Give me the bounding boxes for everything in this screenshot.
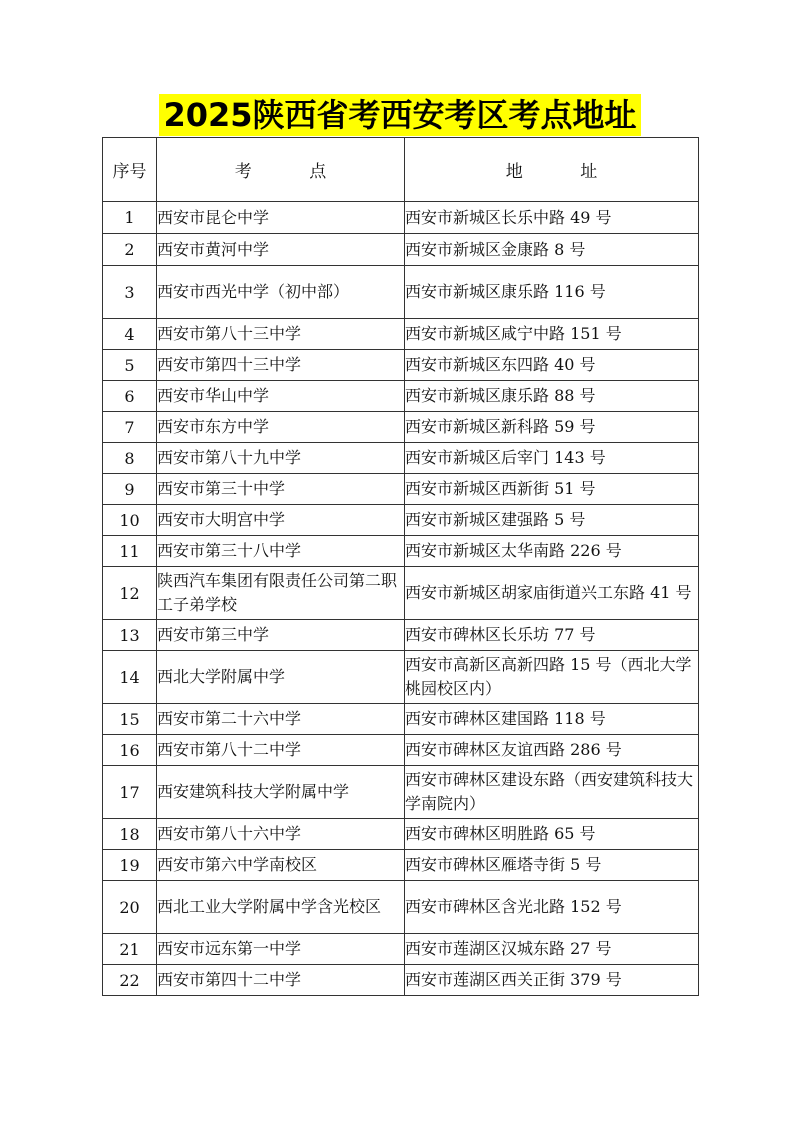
row-address: 西安市莲湖区汉城东路 27 号	[405, 934, 699, 965]
row-no: 13	[103, 620, 157, 651]
row-site: 陕西汽车集团有限责任公司第二职工子弟学校	[157, 567, 405, 620]
table-row	[103, 381, 699, 412]
row-site: 西安市第三中学	[157, 620, 405, 651]
row-address: 西安市新城区新科路 59 号	[405, 412, 699, 443]
row-address: 西安市新城区康乐路 116 号	[405, 266, 699, 319]
row-site: 西安市第八十六中学	[157, 819, 405, 850]
table-row	[103, 850, 699, 881]
row-no: 12	[103, 567, 157, 620]
table-row	[103, 350, 699, 381]
row-site: 西安市第八十三中学	[157, 319, 405, 350]
row-no: 15	[103, 704, 157, 735]
row-site: 西安市大明宫中学	[157, 505, 405, 536]
header-address	[405, 138, 699, 202]
row-no: 8	[103, 443, 157, 474]
row-site: 西安市东方中学	[157, 412, 405, 443]
row-address: 西安市碑林区雁塔寺街 5 号	[405, 850, 699, 881]
table-row	[103, 766, 699, 819]
table-row	[103, 965, 699, 996]
row-no: 2	[103, 234, 157, 266]
row-no: 18	[103, 819, 157, 850]
row-address: 西安市新城区东四路 40 号	[405, 350, 699, 381]
row-no: 9	[103, 474, 157, 505]
row-site: 西安市第二十六中学	[157, 704, 405, 735]
row-no: 4	[103, 319, 157, 350]
row-no: 3	[103, 266, 157, 319]
table-row	[103, 443, 699, 474]
exam-sites-table	[102, 137, 699, 996]
row-no: 1	[103, 202, 157, 234]
page-title: 2025陕西省考西安考区考点地址	[159, 94, 640, 136]
row-site: 西安市黄河中学	[157, 234, 405, 266]
row-address: 西安市新城区康乐路 88 号	[405, 381, 699, 412]
row-address: 西安市碑林区明胜路 65 号	[405, 819, 699, 850]
header-site-label: 考 点	[234, 162, 353, 182]
table-row	[103, 620, 699, 651]
row-no: 11	[103, 536, 157, 567]
row-address: 西安市新城区胡家庙街道兴工东路 41 号	[405, 567, 699, 620]
table-row	[103, 651, 699, 704]
row-address: 西安市新城区西新街 51 号	[405, 474, 699, 505]
row-site: 西安市第八十九中学	[157, 443, 405, 474]
table-row	[103, 234, 699, 266]
row-no: 5	[103, 350, 157, 381]
table-row	[103, 536, 699, 567]
row-site: 西安市华山中学	[157, 381, 405, 412]
table-row	[103, 505, 699, 536]
row-no: 7	[103, 412, 157, 443]
row-address: 西安市碑林区长乐坊 77 号	[405, 620, 699, 651]
row-address: 西安市新城区太华南路 226 号	[405, 536, 699, 567]
row-site: 西安建筑科技大学附属中学	[157, 766, 405, 819]
table-header-row	[103, 138, 699, 202]
row-address: 西安市莲湖区西关正街 379 号	[405, 965, 699, 996]
row-no: 22	[103, 965, 157, 996]
table-row	[103, 474, 699, 505]
row-no: 6	[103, 381, 157, 412]
row-site: 西安市远东第一中学	[157, 934, 405, 965]
title-wrapper	[0, 94, 800, 136]
row-address: 西安市碑林区友谊西路 286 号	[405, 735, 699, 766]
row-address: 西安市新城区建强路 5 号	[405, 505, 699, 536]
row-no: 17	[103, 766, 157, 819]
row-address: 西安市新城区长乐中路 49 号	[405, 202, 699, 234]
row-site: 西安市第八十二中学	[157, 735, 405, 766]
row-site: 西北大学附属中学	[157, 651, 405, 704]
row-address: 西安市新城区咸宁中路 151 号	[405, 319, 699, 350]
header-address-label: 地 址	[505, 162, 624, 182]
row-address: 西安市新城区后宰门 143 号	[405, 443, 699, 474]
table-row	[103, 412, 699, 443]
table-row	[103, 934, 699, 965]
row-no: 21	[103, 934, 157, 965]
table-row	[103, 567, 699, 620]
row-address: 西安市碑林区建国路 118 号	[405, 704, 699, 735]
table-row	[103, 202, 699, 234]
row-address: 西安市碑林区含光北路 152 号	[405, 881, 699, 934]
row-address: 西安市高新区高新四路 15 号（西北大学桃园校区内）	[405, 651, 699, 704]
row-no: 16	[103, 735, 157, 766]
table-row	[103, 735, 699, 766]
header-site	[157, 138, 405, 202]
row-site: 西安市第三十中学	[157, 474, 405, 505]
table-row	[103, 319, 699, 350]
row-no: 20	[103, 881, 157, 934]
table-row	[103, 704, 699, 735]
table-row	[103, 819, 699, 850]
row-no: 14	[103, 651, 157, 704]
row-site: 西安市第四十三中学	[157, 350, 405, 381]
row-site: 西安市第六中学南校区	[157, 850, 405, 881]
row-no: 10	[103, 505, 157, 536]
row-site: 西安市第四十二中学	[157, 965, 405, 996]
row-site: 西安市西光中学（初中部）	[157, 266, 405, 319]
row-site: 西安市昆仑中学	[157, 202, 405, 234]
row-site: 西北工业大学附属中学含光校区	[157, 881, 405, 934]
row-site: 西安市第三十八中学	[157, 536, 405, 567]
header-no: 序号	[103, 138, 157, 202]
table-row	[103, 266, 699, 319]
row-address: 西安市新城区金康路 8 号	[405, 234, 699, 266]
row-no: 19	[103, 850, 157, 881]
row-address: 西安市碑林区建设东路（西安建筑科技大学南院内）	[405, 766, 699, 819]
table-row	[103, 881, 699, 934]
